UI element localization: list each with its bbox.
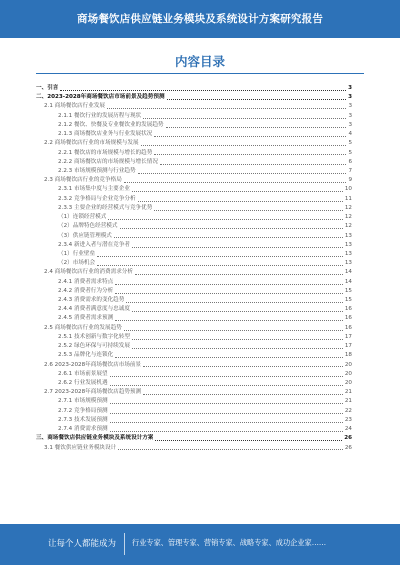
toc-leader-dots [132,311,343,312]
toc-entry[interactable] [36,222,352,231]
toc-entry[interactable] [36,204,352,213]
report-footer [0,524,400,565]
toc-entry[interactable] [36,425,352,434]
toc-leader-dots [141,145,347,146]
toc-page-number: 22 [344,407,352,414]
toc-entry-label: （2）品牌特色经营模式 [58,223,118,230]
report-title: 商场餐饮店供应链业务模块及系统设计方案研究报告 [76,13,324,25]
toc-page-number: 26 [344,435,352,442]
toc-entry-label: 2.4 商场餐饮店行业的消费需求分析 [44,269,133,276]
toc-entry[interactable] [36,416,352,425]
toc-page-number: 17 [344,333,352,340]
footer-tagline: 行业专家、管理专家、营销专家、战略专家、成功企业家…… [132,538,327,547]
toc-leader-dots [114,237,343,238]
toc-entry-label: 2.4.5 消费者需求预测 [58,315,114,322]
toc-page-number: 13 [344,260,352,267]
toc-leader-dots [107,108,346,109]
toc-entry-label: 一、引言 [36,85,59,91]
toc-entry[interactable] [36,250,352,259]
toc-entry[interactable] [36,84,352,93]
toc-entry-label: 2.1.3 商场餐饮店业务与行业发展状况 [58,131,153,138]
toc-leader-dots [132,247,343,248]
toc-page-number: 4 [348,131,352,138]
toc-entry-label: 2.6 2023-2028年商场餐饮店市场前景 [44,361,142,368]
toc-page-number: 3 [348,94,352,101]
toc-entry-label: 2.2.1 餐饮店的市场规模与增长的趋势 [58,149,153,156]
toc-entry[interactable] [36,379,352,388]
toc-leader-dots [166,127,347,128]
toc-page-number: 21 [344,398,352,405]
toc-entry-label: 2.2 商场餐饮店行业的市场规模与发展 [44,140,139,147]
toc-leader-dots [154,154,346,155]
toc-page-number: 5 [348,149,352,156]
toc-leader-dots [110,422,343,423]
toc-entry[interactable] [36,139,352,148]
toc-entry-label: 2.7.2 竞争格局预测 [58,407,108,414]
toc-entry[interactable] [36,407,352,416]
toc-entry-label: 2.6.2 行业发展机遇 [58,380,108,386]
toc-entry-label: 2.7.1 市场规模预测 [58,398,108,405]
toc-page-number: 13 [344,250,352,257]
toc-leader-dots [115,320,343,321]
toc-entry[interactable] [36,342,352,351]
toc-entry[interactable] [36,195,352,204]
toc-leader-dots [143,118,346,119]
toc-entry-label: 2.1 商场餐饮店行业发展 [44,103,106,110]
report-header [0,0,400,38]
toc-entry-label: 三、商场餐饮店供应链业务模块及系统设计方案 [36,435,154,442]
toc-entry[interactable] [36,259,352,268]
toc-entry-label: 2.3.1 市场集中度与主要企业 [58,186,130,193]
toc-entry-label: （1）行业壁垒 [58,250,96,257]
toc-leader-dots [124,330,343,331]
toc-entry-label: 2.5.3 品牌化与连锁化 [58,352,114,359]
toc-entry[interactable] [36,241,352,250]
toc-page-number: 20 [344,361,352,368]
toc-entry[interactable] [36,213,352,222]
toc-entry-label: 2.7 2023-2028年商场餐饮店趋势预测 [44,389,142,396]
toc-leader-dots [108,219,343,220]
toc-entry[interactable] [36,314,352,323]
toc-leader-dots [126,302,343,303]
toc-entry-label: 2.2.3 市场规模预测与行业趋势 [58,167,136,174]
toc-entry[interactable] [36,268,352,277]
toc-leader-dots [97,265,343,266]
toc-page-number: 9 [348,177,352,184]
toc-entry[interactable] [36,185,352,194]
toc-leader-dots [110,413,343,414]
toc-entry[interactable] [36,278,352,287]
toc-leader-dots [135,274,343,275]
toc-entry[interactable] [36,324,352,333]
toc-page-number: 15 [344,287,352,294]
toc-leader-dots [110,385,343,386]
toc-entry[interactable] [36,388,352,397]
toc-entry[interactable] [36,370,352,379]
toc-page-number: 15 [344,297,352,304]
toc-entry-label: 2.6.1 市场前景展望 [58,370,108,377]
toc-divider [36,73,364,74]
toc-entry-label: （2）市场机会 [58,260,96,267]
toc-entry[interactable] [36,305,352,314]
toc-entry-label: （1）连锁经营模式 [58,214,107,221]
toc-page-number: 14 [344,278,352,285]
toc-entry-label: 2.1.2 餐饮、快餐及专业餐饮业的发展趋势 [58,121,164,128]
toc-page-number: 3 [348,112,352,119]
toc-leader-dots [154,136,346,137]
toc-leader-dots [143,394,343,395]
toc-entry-label: 2.5.2 绿色环保与可持续发展 [58,343,130,350]
toc-entry-label: 2.5.1 技术创新与数字化转型 [58,333,130,340]
toc-page-number: 23 [344,416,352,423]
toc-leader-dots [132,348,343,349]
toc-page-number: 10 [344,186,352,193]
toc-leader-dots [132,339,343,340]
toc-leader-dots [167,99,347,100]
toc-leader-dots [115,357,343,358]
toc-leader-dots [138,201,343,202]
toc-page-number: 12 [344,214,352,221]
toc-page-number: 20 [344,370,352,377]
toc-entry-label: 二、2023-2028年商场餐饮店市场前景及趋势预测 [36,94,165,101]
toc-entry[interactable] [36,130,352,139]
toc-page-number: 26 [344,444,352,451]
toc-page-number: 24 [344,426,352,433]
toc-page-number: 3 [348,85,352,91]
toc-entry[interactable] [36,102,352,111]
toc-entry[interactable] [36,112,352,121]
toc-entry-label: 2.4.2 消费者行为分析 [58,287,114,294]
toc-entry-label: 2.1.1 餐饮行业的发展历程与现状 [58,112,142,119]
footer-slogan: 让每个人都能成为 [48,539,117,549]
toc-leader-dots [160,164,347,165]
toc-page-number: 6 [348,158,352,165]
toc-entry-label: 3.1 餐饮供应链业务模块设计 [44,444,117,451]
toc-entry[interactable] [36,333,352,342]
toc-entry-label: 2.3.4 新进入者与潜在竞争者 [58,241,130,248]
toc-page-number: 12 [344,223,352,230]
footer-divider [124,533,125,555]
toc-entry[interactable] [36,158,352,167]
toc-entry-label: 2.7.3 技术发展预测 [58,416,108,423]
toc-entry[interactable] [36,296,352,305]
toc-leader-dots [110,403,343,404]
toc-page-number: 21 [344,389,352,396]
toc-entry[interactable] [36,149,352,158]
toc-entry-label: （3）供应链管理模式 [58,232,112,239]
toc-entry-label: 2.4.4 消费者满意度与忠诚度 [58,306,130,313]
toc-page-number: 20 [344,380,352,386]
toc-entry[interactable] [36,444,352,453]
toc-page-number: 16 [344,315,352,322]
toc-page-number: 13 [344,232,352,239]
toc-leader-dots [132,191,343,192]
toc-page-number: 7 [348,167,352,174]
toc-entry-label: 2.3.2 竞争格局与企业竞争分析 [58,195,136,202]
toc-entry[interactable] [36,176,352,185]
toc-leader-dots [118,449,343,450]
toc-entry-label: 2.7.4 消费需求预测 [58,426,108,433]
toc-page-number: 14 [344,269,352,276]
toc-entry[interactable] [36,351,352,360]
toc-entry[interactable] [36,232,352,241]
toc-leader-dots [143,366,343,367]
toc-page-number: 3 [348,121,352,128]
toc-leader-dots [110,376,343,377]
toc-entry[interactable] [36,361,352,370]
toc-page-number: 16 [344,306,352,313]
toc-entry[interactable] [36,397,352,406]
table-of-contents [36,84,352,453]
toc-page-number: 3 [348,103,352,110]
toc-leader-dots [154,210,343,211]
toc-leader-dots [110,431,343,432]
toc-heading: 内容目录 [174,54,225,69]
toc-page-number: 5 [348,140,352,147]
toc-entry[interactable] [36,93,352,102]
toc-entry-label: 2.4.3 消费需求的变化趋势 [58,297,125,304]
toc-entry-label: 2.2.2 商场餐饮店的市场规模与增长情况 [58,158,158,165]
toc-page-number: 11 [344,195,352,202]
toc-entry-label: 2.4.1 消费者需求特点 [58,278,114,285]
toc-leader-dots [60,90,346,91]
toc-page-number: 13 [344,241,352,248]
toc-leader-dots [138,173,347,174]
toc-leader-dots [120,228,343,229]
toc-page-number: 17 [344,343,352,350]
toc-leader-dots [155,440,342,441]
toc-page-number: 16 [344,324,352,331]
toc-entry[interactable] [36,434,352,443]
toc-entry[interactable] [36,287,352,296]
toc-entry-label: 2.3.3 主要企业的经营模式与竞争优势 [58,204,153,211]
toc-leader-dots [115,284,343,285]
toc-leader-dots [115,293,343,294]
toc-page-number: 12 [344,204,352,211]
toc-entry[interactable] [36,167,352,176]
toc-entry-label: 2.5 商场餐饮店行业的发展趋势 [44,324,122,331]
toc-leader-dots [97,256,343,257]
toc-entry[interactable] [36,121,352,130]
toc-entry-label: 2.3 商场餐饮店行业的竞争格局 [44,177,122,184]
toc-leader-dots [124,182,347,183]
toc-page-number: 18 [344,352,352,359]
